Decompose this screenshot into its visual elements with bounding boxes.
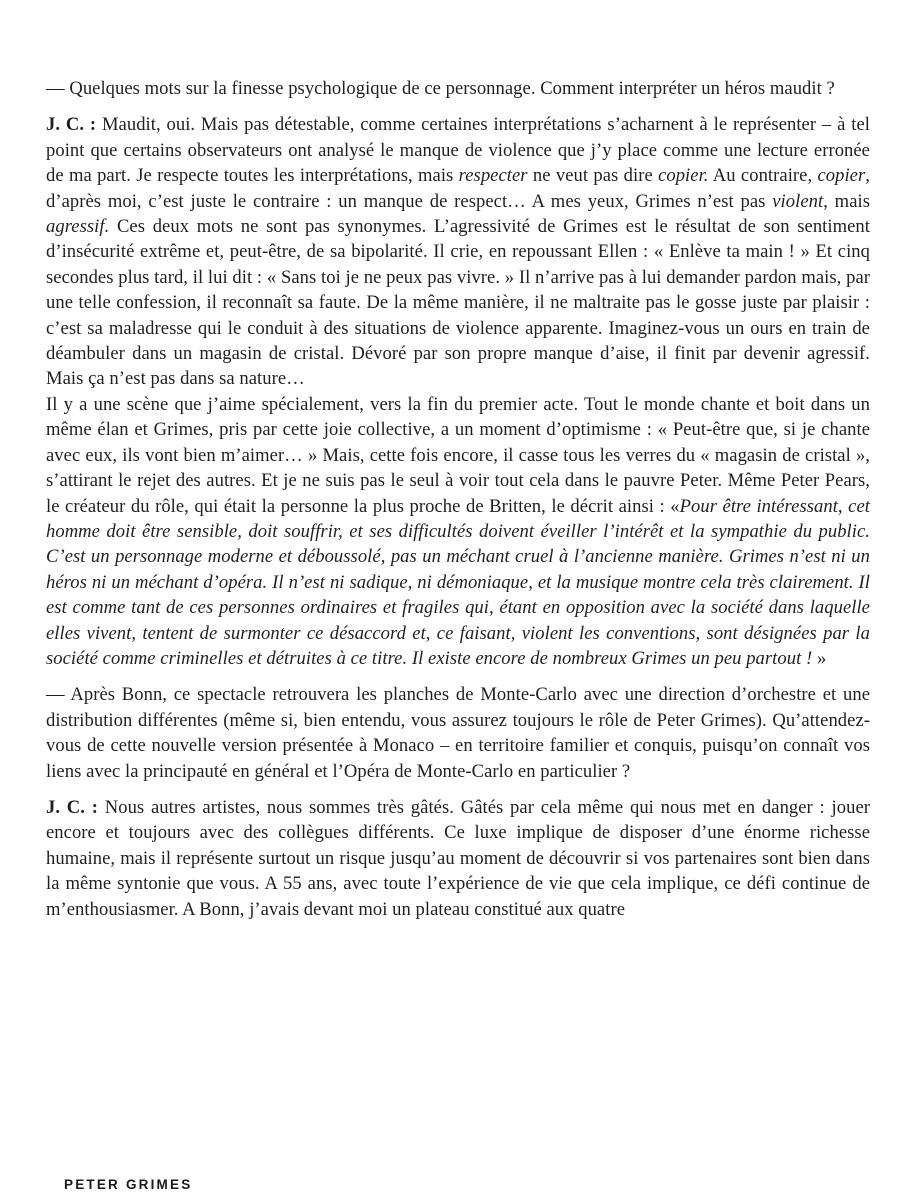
italic-quote: Pour être intéressant, cet homme doit être sensible, doit souffrir, et ses difficultés doivent éveiller l’intérêt et la sympathie du public. C’est un personnage moderne et déboussolé, pas un méchant cruel à l’ancienne manière. Grimes n’est ni un héros ni un méchant d’opéra. Il n’est ni sadique, ni démoniaque, et la musique montre cela très clairement. Il est comme tant de ces personnes ordinaires et fragiles qui, étant en opposition avec la société dans laquelle elles vivent, tentent de surmonter ce désaccord et, ce faisant, violent les conventions, sont désignées par la société comme criminelles et détruites à ce titre. Il existe encore de nombreux Grimes un peu partout ! (46, 495, 870, 669)
text-run: Nous autres artistes, nous sommes très gâtés. Gâtés par cela même qui nous met en danger : jouer encore et toujours avec des collègues différents. Ce luxe implique de disposer d’une énorme richesse humaine, mais il représente surtout un risque jusqu’au moment de découvrir si vos partenaires sont bien dans la même syntonie que vous. A 55 ans, avec toute l’expérience de vie que cela implique, ce défi continue de m’enthousiasmer. A Bonn, j’avais devant moi un plateau constitué aux quatre (46, 796, 870, 920)
text-run: , mais (823, 190, 871, 212)
speaker-label: J. C. : (46, 114, 97, 136)
italic-text-run: copier. (658, 165, 709, 187)
italic-text-run: copier (817, 165, 866, 187)
italic-text-run: agressif. (46, 216, 110, 238)
text-run: , d’après moi, c’est juste le contraire : un manque de respect… A mes yeux, Grimes n’est pas (46, 165, 870, 212)
text-run: — Après Bonn, ce spectacle retrouvera les planches de Monte-Carlo avec une direction d’orchestre et une distribution différentes (même si, bien entendu, vous assurez toujours le rôle de Peter Grimes). Qu’attendez-vous de cette nouvelle version présentée à Monaco – en territoire familier et conquis, puisqu’on connaît vos liens avec la principauté en général et l’Opéra de Monte-Carlo en particulier ? (46, 684, 870, 782)
text-run: — Quelques mots sur la finesse psychologique de ce personnage. Comment interpréter un héros maudit ? (46, 78, 835, 99)
answer-paragraph (46, 112, 870, 391)
question-paragraph (46, 682, 870, 784)
text-run: Maudit, oui. Mais pas détestable, comme certaines interprétations s’acharnent à le représenter – à tel point que certains observateurs ont analysé le manque de violence que j’y place comme une lecture erronée de ma part. Je respecte toutes les interprétations, mais (46, 114, 870, 187)
italic-text-run: respecter (458, 165, 528, 187)
article-body (46, 76, 870, 922)
answer-paragraph (46, 795, 870, 922)
text-run: Ces deux mots ne sont pas synonymes. L’agressivité de Grimes est le résultat de son sentiment d’insécurité extrême et, peut-être, de sa bipolarité. Il crie, en repoussant Ellen : « Enlève ta main ! » Et cinq secondes plus tard, il lui dit : « Sans toi je ne peux pas vivre. » Il n’arrive pas à lui demander pardon mais, par une telle confession, il reconnaît sa faute. De la même manière, il ne maltraite pas le gosse juste par plaisir : c’est sa maladresse qui le conduit à des situations de violence apparente. Imaginez-vous un ours en train de déambuler dans un magasin de cristal. Dévoré par son propre manque d’aise, il finit par devenir agressif. Mais ça n’est pas dans sa nature… (46, 216, 870, 390)
text-run: » (812, 647, 827, 669)
text-run: Au contraire, (708, 165, 818, 187)
answer-paragraph-continued (46, 392, 870, 671)
text-run: ne veut pas dire (527, 165, 659, 187)
question-paragraph (46, 76, 870, 101)
running-title-footer: PETER GRIMES (64, 1177, 193, 1192)
italic-text-run: violent (772, 190, 824, 212)
text-run: Il y a une scène que j’aime spécialement, vers la fin du premier acte. Tout le monde chante et boit dans un même élan et Grimes, pris par cette joie collective, a un moment d’optimisme : « Peut-être que, si je chante avec eux, ils vont bien m’aimer… » Mais, cette fois encore, il casse tous les verres du « magasin de cristal », s’attirant le rejet des autres. Et je ne suis pas le seul à voir tout cela dans le pauvre Peter. Même Peter Pears, le créateur du rôle, qui était la personne la plus proche de Britten, le décrit ainsi : « (46, 393, 870, 517)
speaker-label: J. C. : (46, 796, 98, 818)
